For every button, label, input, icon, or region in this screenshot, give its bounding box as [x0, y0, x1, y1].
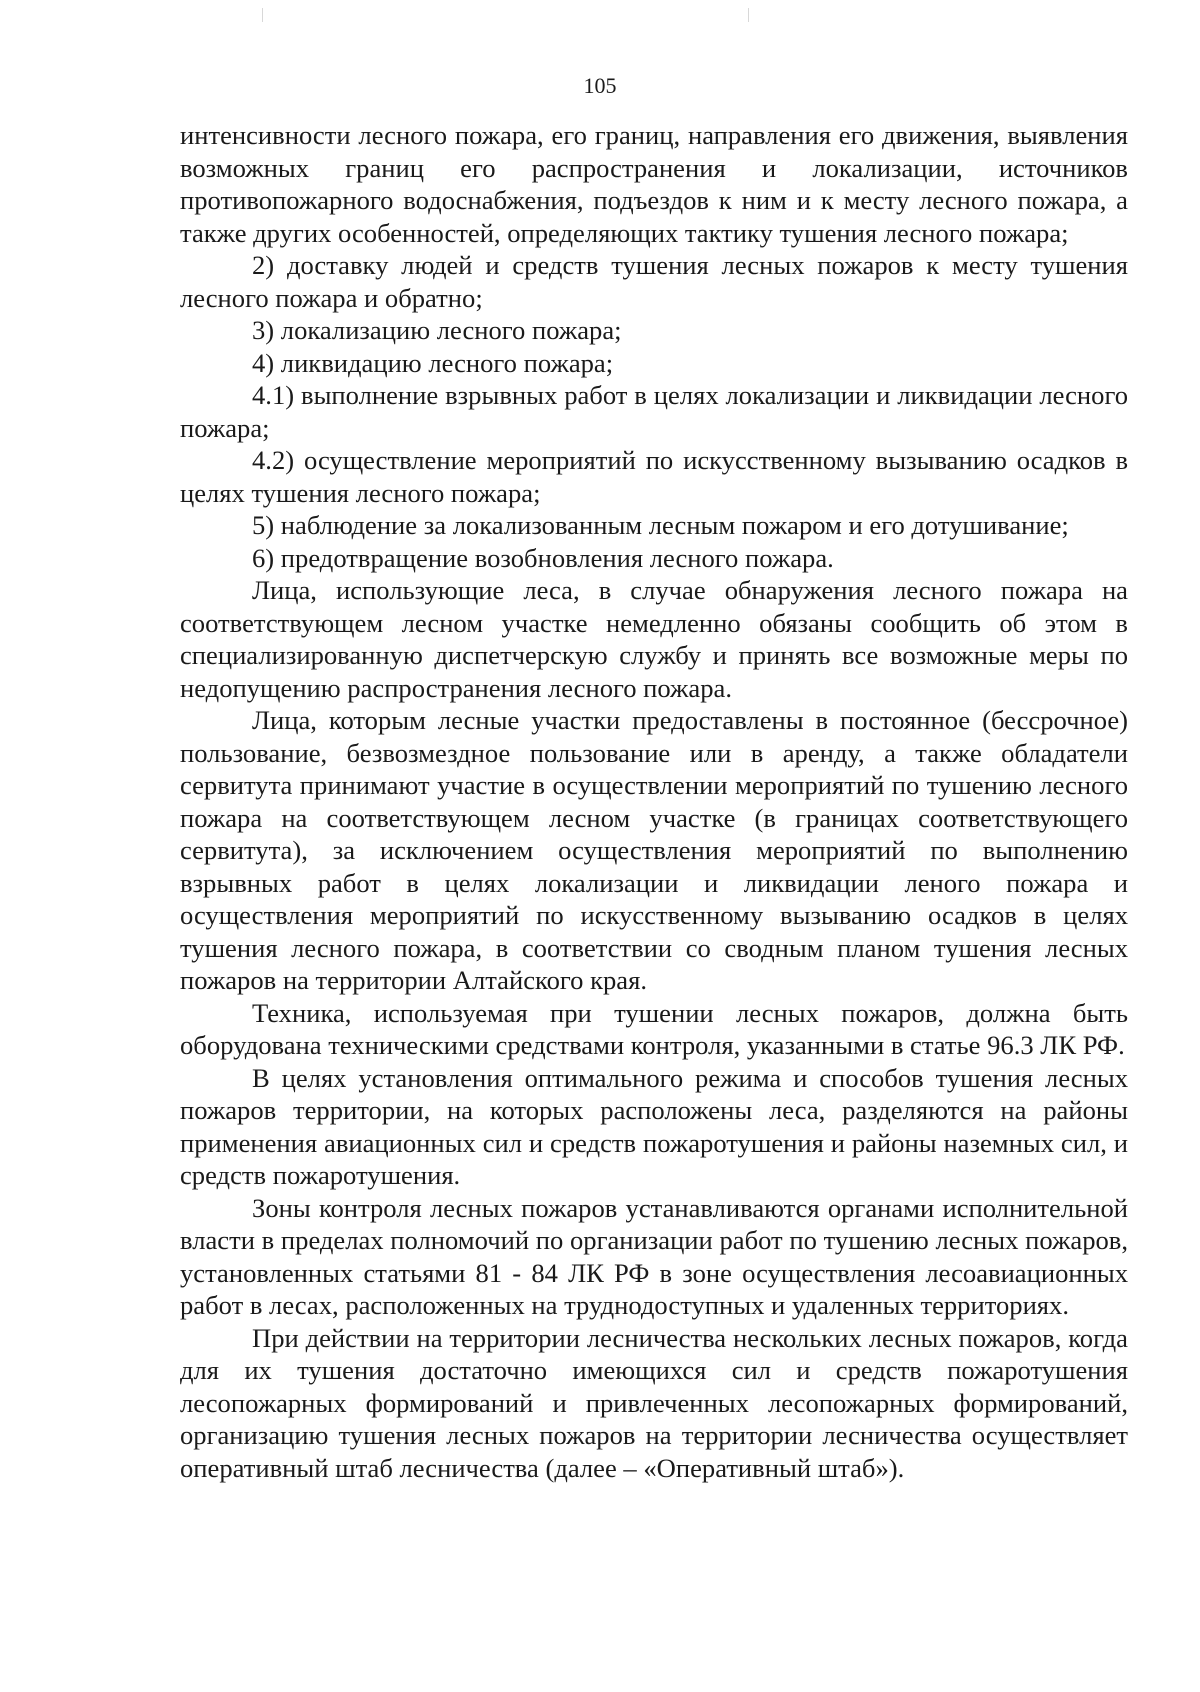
- list-item-6: 6) предотвращение возобновления лесного пожара.: [252, 542, 834, 573]
- paragraph-continuation: интенсивности лесного пожара, его границ, направления его движения, выявления возможных границ его распространения и локализации, источников противопожарного водоснабжения, подъездов к ним и к месту лесного пожара, а также других особенностей, определяющих тактику тушения лесного пожара;: [180, 120, 1128, 248]
- list-item-5: 5) наблюдение за локализованным лесным пожаром и его дотушивание;: [252, 510, 1069, 540]
- paragraph-leaseholders: Лица, которым лесные участки предоставлены в постоянное (бессрочное) пользование, безвозмездное пользование или в аренду, а также обладатели сервитута принимают участие в осуществлении мероприятий по тушению лесного пожара на соответствующем лесном участке (в границах соответствующего сервитута), за исключением осуществления мероприятий по выполнению взрывных работ в целях локализации и ликвидации леного пожара и осуществления мероприятий по искусственному вызыванию осадков в целях тушения лесного пожара, в соответствии со сводным планом тушения лесных пожаров на территории Алтайского края.: [180, 705, 1128, 995]
- list-item-4-1: 4.1) выполнение взрывных работ в целях локализации и ликвидации лесного пожара;: [180, 380, 1128, 443]
- list-item-4-2: 4.2) осуществление мероприятий по искусственному вызыванию осадков в целях тушения лесного пожара;: [180, 445, 1128, 508]
- document-body: [180, 119, 1128, 1484]
- paragraph-districts: В целях установления оптимального режима и способов тушения лесных пожаров территории, на которых расположены леса, разделяются на районы применения авиационных сил и средств пожаротушения и районы наземных сил, и средств пожаротушения.: [180, 1062, 1128, 1190]
- list-item-2: 2) доставку людей и средств тушения лесных пожаров к месту тушения лесного пожара и обратно;: [180, 250, 1128, 313]
- paragraph-equipment: Техника, используемая при тушении лесных пожаров, должна быть оборудована техническими средствами контроля, указанными в статье 96.3 ЛК РФ.: [180, 997, 1128, 1060]
- paragraph-control-zones: Зоны контроля лесных пожаров устанавливаются органами исполнительной власти в пределах полномочий по организации работ по тушению лесных пожаров, установленных статьями 81 - 84 ЛК РФ в зоне осуществления лесоавиационных работ в лесах, расположенных на труднодоступных и удаленных территориях.: [180, 1192, 1128, 1320]
- list-item-4: 4) ликвидацию лесного пожара;: [252, 347, 614, 378]
- page-number: 105: [583, 73, 617, 98]
- paragraph-operational-hq: При действии на территории лесничества нескольких лесных пожаров, когда для их тушения достаточно имеющихся сил и средств пожаротушения лесопожарных формирований и привлеченных лесопожарных формирований, организацию тушения лесных пожаров на территории лесничества осуществляет оперативный штаб лесничества (далее – «Оперативный штаб»).: [180, 1322, 1128, 1483]
- scan-artifact: [748, 8, 749, 22]
- list-item-3: 3) локализацию лесного пожара;: [252, 315, 622, 345]
- scan-artifact: [262, 8, 263, 22]
- paragraph-forest-users: Лица, использующие леса, в случае обнаружения лесного пожара на соответствующем лесном участке немедленно обязаны сообщить об этом в специализированную диспетчерскую службу и принять все возможные меры по недопущению распространения лесного пожара.: [180, 575, 1128, 703]
